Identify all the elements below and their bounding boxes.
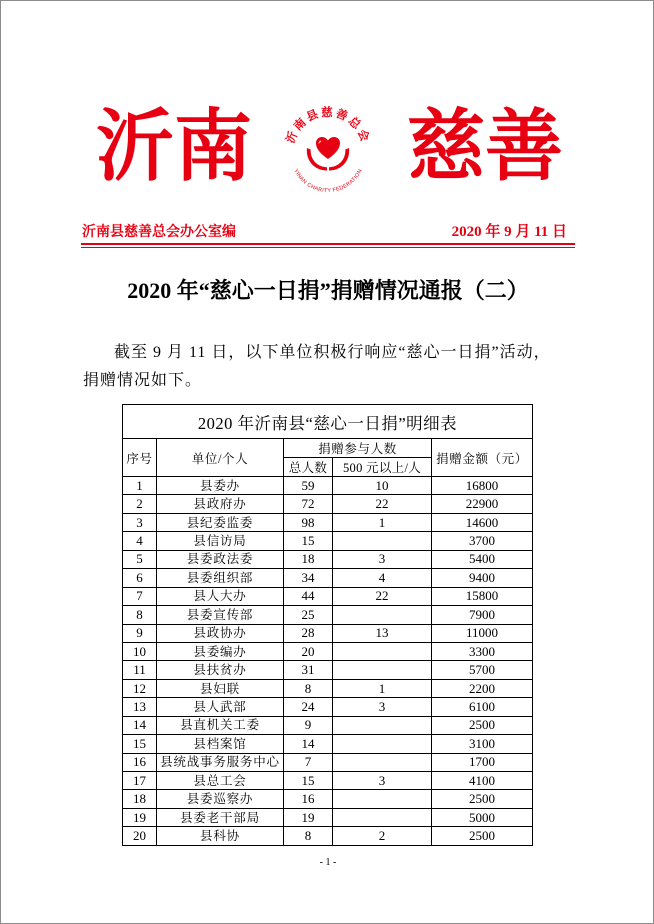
issue-date: 2020 年 9 月 11 日 (451, 224, 567, 240)
table-row (123, 495, 533, 513)
total-participants-cell: 8 (284, 679, 333, 697)
total-participants-cell: 44 (284, 587, 333, 605)
total-participants-cell: 59 (284, 477, 333, 495)
table-row (123, 808, 533, 826)
over-500-participants-cell (333, 735, 432, 753)
total-participants-cell: 72 (284, 495, 333, 513)
row-number-cell: 3 (123, 513, 157, 531)
donation-amount-cell: 3100 (432, 735, 533, 753)
row-number-cell: 12 (123, 679, 157, 697)
donation-detail-table (122, 404, 533, 846)
unit-name-cell: 县档案馆 (157, 735, 284, 753)
donation-amount-cell: 15800 (432, 587, 533, 605)
unit-name-cell: 县纪委监委 (157, 513, 284, 531)
table-row (123, 735, 533, 753)
unit-name-cell: 县统战事务服务中心 (157, 753, 284, 771)
unit-name-cell: 县委政法委 (157, 550, 284, 568)
logo-arc-text-path: 沂南县慈善总会 (284, 107, 372, 146)
table-row (123, 827, 533, 845)
donation-amount-cell: 16800 (432, 477, 533, 495)
table-row (123, 679, 533, 697)
total-participants-cell: 14 (284, 735, 333, 753)
donation-amount-cell: 3700 (432, 532, 533, 550)
unit-name-cell: 县政府办 (157, 495, 284, 513)
over-500-participants-cell: 3 (333, 550, 432, 568)
donation-amount-cell: 5400 (432, 550, 533, 568)
brand-title-left: 沂南 (96, 103, 253, 190)
total-participants-cell: 8 (284, 827, 333, 845)
over-500-participants-cell (333, 790, 432, 808)
total-participants-cell: 15 (284, 532, 333, 550)
header-amount: 捐赠金额（元） (432, 439, 533, 477)
table-row (123, 513, 533, 531)
table-row (123, 753, 533, 771)
over-500-participants-cell (333, 606, 432, 624)
unit-name-cell: 县委组织部 (157, 569, 284, 587)
page-number: - 1 - (319, 857, 337, 868)
over-500-participants-cell: 13 (333, 624, 432, 642)
header-over-500-participants: 500 元以上/人 (333, 458, 432, 477)
row-number-cell: 17 (123, 772, 157, 790)
table-row (123, 606, 533, 624)
donation-amount-cell: 22900 (432, 495, 533, 513)
over-500-participants-cell: 3 (333, 772, 432, 790)
unit-name-cell: 县总工会 (157, 772, 284, 790)
row-number-cell: 1 (123, 477, 157, 495)
table-header-row (123, 439, 533, 458)
row-number-cell: 10 (123, 642, 157, 660)
over-500-participants-cell: 22 (333, 587, 432, 605)
header-rule-thin (81, 247, 575, 248)
table-row (123, 624, 533, 642)
donation-amount-cell: 5000 (432, 808, 533, 826)
total-participants-cell: 19 (284, 808, 333, 826)
over-500-participants-cell: 1 (333, 679, 432, 697)
document-title: 2020 年“慈心一日捐”捐赠情况通报（二） (127, 278, 529, 303)
table-row (123, 550, 533, 568)
donation-amount-cell: 5700 (432, 661, 533, 679)
unit-name-cell: 县政协办 (157, 624, 284, 642)
donation-amount-cell: 2500 (432, 827, 533, 845)
over-500-participants-cell (333, 642, 432, 660)
unit-name-cell: 县人大办 (157, 587, 284, 605)
table-row (123, 642, 533, 660)
header-index: 序号 (123, 439, 157, 477)
donation-amount-cell: 2500 (432, 790, 533, 808)
total-participants-cell: 28 (284, 624, 333, 642)
logo-english-text-path: YINAN CHARITY FEDERATION (292, 168, 364, 195)
over-500-participants-cell (333, 753, 432, 771)
donation-amount-cell: 3300 (432, 642, 533, 660)
total-participants-cell: 18 (284, 550, 333, 568)
header-total-participants: 总人数 (284, 458, 333, 477)
unit-name-cell: 县委巡察办 (157, 790, 284, 808)
over-500-participants-cell (333, 661, 432, 679)
total-participants-cell: 24 (284, 698, 333, 716)
table-row (123, 587, 533, 605)
row-number-cell: 2 (123, 495, 157, 513)
over-500-participants-cell (333, 532, 432, 550)
row-number-cell: 8 (123, 606, 157, 624)
row-number-cell: 20 (123, 827, 157, 845)
unit-name-cell: 县人武部 (157, 698, 284, 716)
header-rule-thick (81, 243, 575, 245)
over-500-participants-cell: 22 (333, 495, 432, 513)
logo-arc-text (283, 105, 373, 145)
heart-icon (316, 137, 340, 159)
header-participants: 捐赠参与人数 (284, 439, 432, 458)
row-number-cell: 13 (123, 698, 157, 716)
unit-name-cell: 县扶贫办 (157, 661, 284, 679)
total-participants-cell: 34 (284, 569, 333, 587)
total-participants-cell: 16 (284, 790, 333, 808)
over-500-participants-cell: 10 (333, 477, 432, 495)
donation-amount-cell: 1700 (432, 753, 533, 771)
row-number-cell: 19 (123, 808, 157, 826)
total-participants-cell: 25 (284, 606, 333, 624)
intro-paragraph-line-1: 截至 9 月 11 日，以下单位积极行响应“慈心一日捐”活动， (114, 344, 551, 361)
table-row (123, 698, 533, 716)
table-row (123, 569, 533, 587)
donation-amount-cell: 6100 (432, 698, 533, 716)
unit-name-cell: 县委老干部局 (157, 808, 284, 826)
unit-name-cell: 县委宣传部 (157, 606, 284, 624)
unit-name-cell: 县直机关工委 (157, 716, 284, 734)
donation-amount-cell: 11000 (432, 624, 533, 642)
row-number-cell: 15 (123, 735, 157, 753)
row-number-cell: 4 (123, 532, 157, 550)
total-participants-cell: 7 (284, 753, 333, 771)
table-caption-row (123, 405, 533, 439)
logo-english-text (292, 168, 363, 194)
table-row (123, 661, 533, 679)
total-participants-cell: 31 (284, 661, 333, 679)
donation-amount-cell: 7900 (432, 606, 533, 624)
row-number-cell: 6 (123, 569, 157, 587)
table-row (123, 772, 533, 790)
donation-amount-cell: 9400 (432, 569, 533, 587)
unit-name-cell: 县委办 (157, 477, 284, 495)
row-number-cell: 5 (123, 550, 157, 568)
header-unit: 单位/个人 (157, 439, 284, 477)
row-number-cell: 7 (123, 587, 157, 605)
total-participants-cell: 98 (284, 513, 333, 531)
total-participants-cell: 15 (284, 772, 333, 790)
over-500-participants-cell (333, 716, 432, 734)
unit-name-cell: 县信访局 (157, 532, 284, 550)
donation-amount-cell: 14600 (432, 513, 533, 531)
table-row (123, 716, 533, 734)
total-participants-cell: 9 (284, 716, 333, 734)
over-500-participants-cell (333, 808, 432, 826)
unit-name-cell: 县科协 (157, 827, 284, 845)
over-500-participants-cell: 1 (333, 513, 432, 531)
over-500-participants-cell: 2 (333, 827, 432, 845)
row-number-cell: 18 (123, 790, 157, 808)
donation-amount-cell: 2200 (432, 679, 533, 697)
publisher-label: 沂南县慈善总会办公室编 (82, 225, 236, 240)
total-participants-cell: 20 (284, 642, 333, 660)
table-caption: 2020 年沂南县“慈心一日捐”明细表 (123, 405, 533, 439)
charity-federation-logo (278, 101, 378, 201)
table-row (123, 532, 533, 550)
row-number-cell: 11 (123, 661, 157, 679)
table-row (123, 477, 533, 495)
row-number-cell: 9 (123, 624, 157, 642)
table-row (123, 790, 533, 808)
donation-amount-cell: 4100 (432, 772, 533, 790)
intro-paragraph-line-2: 捐赠情况如下。 (83, 372, 203, 389)
unit-name-cell: 县委编办 (157, 642, 284, 660)
row-number-cell: 14 (123, 716, 157, 734)
unit-name-cell: 县妇联 (157, 679, 284, 697)
brand-title-right: 慈善 (407, 103, 564, 190)
table-body (123, 477, 533, 846)
over-500-participants-cell: 4 (333, 569, 432, 587)
donation-amount-cell: 2500 (432, 716, 533, 734)
row-number-cell: 16 (123, 753, 157, 771)
over-500-participants-cell: 3 (333, 698, 432, 716)
